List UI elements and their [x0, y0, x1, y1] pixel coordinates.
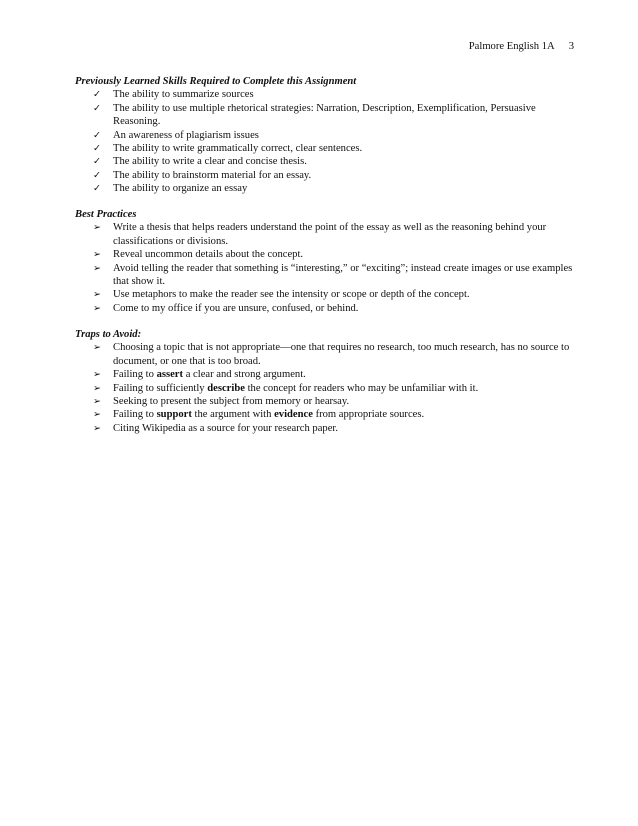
arrow-bullet-icon: ➢	[93, 249, 101, 261]
emphasis: assert	[156, 369, 184, 381]
list-item: ➢ Seeking to present the subject from memory or hearsay.	[93, 396, 350, 408]
list-item: ✓ The ability to organize an essay	[93, 183, 248, 195]
list-item: ➢ Choosing a topic that is not appropriate—one that requires no research, too much research, has no source to document, or one that is too broad.	[93, 342, 570, 367]
running-header	[469, 40, 574, 53]
arrow-bullet-icon: ➢	[93, 369, 101, 381]
best-practices-heading: Best Practices	[75, 209, 137, 220]
check-mark-icon: ✓	[93, 156, 101, 168]
check-mark-icon: ✓	[93, 169, 101, 181]
header-title: Palmore English 1A	[468, 41, 555, 52]
list-item: ➢ Use metaphors to make the reader see the intensity or scope or depth of the concept.	[93, 289, 470, 301]
list-item: ✓ The ability to summarize sources	[93, 89, 254, 101]
list-item: ➢ Failing to sufficiently describe the concept for readers who may be unfamiliar with it.	[93, 382, 479, 394]
traps-section	[75, 328, 575, 435]
list-item: ➢ Failing to support the argument with evidence from appropriate sources.	[93, 409, 425, 421]
arrow-bullet-icon: ➢	[93, 262, 101, 274]
traps-heading: Traps to Avoid:	[75, 329, 142, 340]
list-item: ➢ Citing Wikipedia as a source for your research paper.	[93, 422, 339, 434]
arrow-bullet-icon: ➢	[93, 302, 101, 314]
skills-list	[75, 88, 575, 195]
list-item: ✓ The ability to write a clear and concise thesis.	[93, 156, 307, 168]
arrow-bullet-icon: ➢	[93, 409, 101, 421]
list-item: ➢ Failing to assert a clear and strong argument.	[93, 369, 306, 381]
emphasis: evidence	[274, 409, 313, 421]
skills-heading: Previously Learned Skills Required to Complete this Assignment	[75, 76, 357, 87]
arrow-bullet-icon: ➢	[93, 222, 101, 234]
check-mark-icon: ✓	[93, 183, 101, 195]
list-item: ➢ Come to my office if you are unsure, confused, or behind.	[93, 302, 359, 314]
best-practices-list	[75, 221, 575, 315]
arrow-bullet-icon: ➢	[93, 289, 101, 301]
list-item: ✓ The ability to use multiple rhetorical strategies: Narration, Description, Exemplification, Persuasive Reasoning.	[93, 102, 536, 128]
list-item: ➢ Avoid telling the reader that something is “interesting,” or “exciting”; instead create images or use examples that show it.	[93, 262, 573, 288]
check-mark-icon: ✓	[93, 129, 101, 141]
check-mark-icon: ✓	[93, 89, 101, 101]
best-practices-section	[75, 208, 575, 315]
list-item: ➢ Write a thesis that helps readers understand the point of the essay as well as the reasoning behind your classifications or divisions.	[93, 222, 547, 247]
arrow-bullet-icon: ➢	[93, 382, 101, 394]
skills-section	[75, 75, 575, 196]
check-mark-icon: ✓	[93, 143, 101, 155]
list-item: ✓ The ability to write grammatically correct, clear sentences.	[93, 143, 363, 155]
traps-list	[75, 341, 575, 435]
arrow-bullet-icon: ➢	[93, 422, 101, 434]
list-item: ✓ An awareness of plagiarism issues	[93, 129, 259, 141]
check-mark-icon: ✓	[93, 102, 101, 114]
list-item: ✓ The ability to brainstorm material for an essay.	[93, 169, 312, 181]
arrow-bullet-icon: ➢	[93, 396, 101, 408]
page-number: 3	[568, 41, 574, 52]
arrow-bullet-icon: ➢	[93, 342, 101, 354]
emphasis: describe	[207, 382, 245, 394]
list-item: ➢ Reveal uncommon details about the concept.	[93, 249, 304, 261]
emphasis: support	[156, 409, 192, 421]
